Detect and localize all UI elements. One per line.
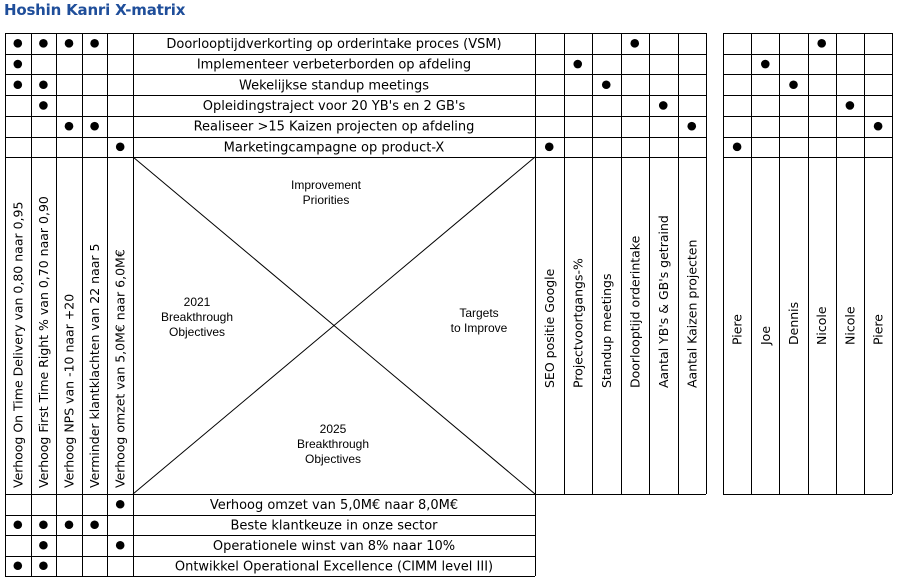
priority-objective-dot [65,39,74,48]
center-labels [161,178,508,466]
owner-label: Piere [729,314,745,345]
matrix-labels [10,37,885,574]
breakthrough-objective-dot [39,520,48,529]
improvement-priority-label: Implementeer verbeterborden op afdeling [196,57,472,73]
priority-objective-dot [13,60,22,69]
center-bottom-label-line2: Breakthrough [296,437,370,451]
annual-objective-label: Verhoog NPS van -10 naar +20 [61,293,77,488]
priority-target-dot [573,60,582,69]
priority-owner-dot [789,80,798,89]
priority-target-dot [602,80,611,89]
priority-owner-dot [846,101,855,110]
center-left-label-line1: 2021 [183,295,211,309]
priority-target-dot [687,122,696,131]
improvement-priority-label: Realiseer >15 Kaizen projecten op afdeling [193,119,475,135]
priority-owner-dot [761,60,770,69]
breakthrough-objective-dot [13,520,22,529]
target-label: Projectvoortgangs-% [570,258,586,388]
owner-label: Nicole [814,306,830,345]
priority-objective-dot [116,143,125,152]
target-label: Doorlooptijd orderintake [627,235,643,388]
breakthrough-objective-label: Operationele winst van 8% naar 10% [212,538,456,554]
target-label: Standup meetings [598,273,614,388]
annual-objective-label: Verminder klantklachten van 22 naar 5 [87,243,103,488]
priority-objective-dot [13,39,22,48]
target-label: SEO positie Google [541,268,557,388]
priority-objective-dot [90,122,99,131]
priority-objective-dot [13,80,22,89]
breakthrough-objective-dot [13,561,22,570]
annual-objective-label: Verhoog First Time Right % van 0,70 naar 0,90 [35,196,51,488]
breakthrough-objective-dot [39,561,48,570]
center-top-label-line1: Improvement [290,178,362,192]
breakthrough-objective-dot [39,541,48,550]
center-left-label-line3: Objectives [168,325,226,339]
breakthrough-objective-label: Beste klantkeuze in onze sector [230,518,438,534]
matrix-grid [5,33,893,577]
priority-owner-dot [733,143,742,152]
priority-target-dot [659,101,668,110]
page-title: Hoshin Kanri X-matrix [4,1,186,19]
priority-owner-dot [874,122,883,131]
priority-objective-dot [65,122,74,131]
priority-target-dot [630,39,639,48]
center-bottom-label-line1: 2025 [319,422,347,436]
improvement-priority-label: Wekelijkse standup meetings [238,78,430,94]
owner-label: Nicole [842,306,858,345]
center-top-label-line2: Priorities [302,193,350,207]
center-right-label-line2: to Improve [450,321,508,335]
annual-objective-label: Verhoog On Time Delivery van 0,80 naar 0,95 [10,201,26,488]
annual-objective-label: Verhoog omzet van 5,0M€ naar 6,0M€ [112,249,128,488]
owner-label: Joe [757,325,773,345]
priority-objective-dot [39,39,48,48]
breakthrough-objective-label: Verhoog omzet van 5,0M€ naar 8,0M€ [209,497,459,513]
breakthrough-objective-dot [116,500,125,509]
breakthrough-objective-dot [65,520,74,529]
improvement-priority-label: Opleidingstraject voor 20 YB's en 2 GB's [202,98,466,114]
owner-label: Piere [870,314,886,345]
priority-objective-dot [39,101,48,110]
owner-label: Dennis [786,301,801,345]
priority-objective-dot [90,39,99,48]
priority-owner-dot [817,39,826,48]
breakthrough-objective-dot [116,541,125,550]
center-bottom-label-line3: Objectives [304,452,362,466]
breakthrough-objective-dot [90,520,99,529]
improvement-priority-label: Doorlooptijdverkorting op orderintake proces (VSM) [166,36,502,52]
target-label: Aantal YB's & GB's getraind [655,215,671,388]
breakthrough-objective-label: Ontwikkel Operational Excellence (CIMM level III) [174,559,494,575]
center-left-label-line2: Breakthrough [160,310,234,324]
center-right-label-line1: Targets [459,306,499,320]
priority-objective-dot [39,80,48,89]
priority-target-dot [545,143,554,152]
target-label: Aantal Kaizen projecten [684,239,700,388]
improvement-priority-label: Marketingcampagne op product-X [223,140,445,156]
